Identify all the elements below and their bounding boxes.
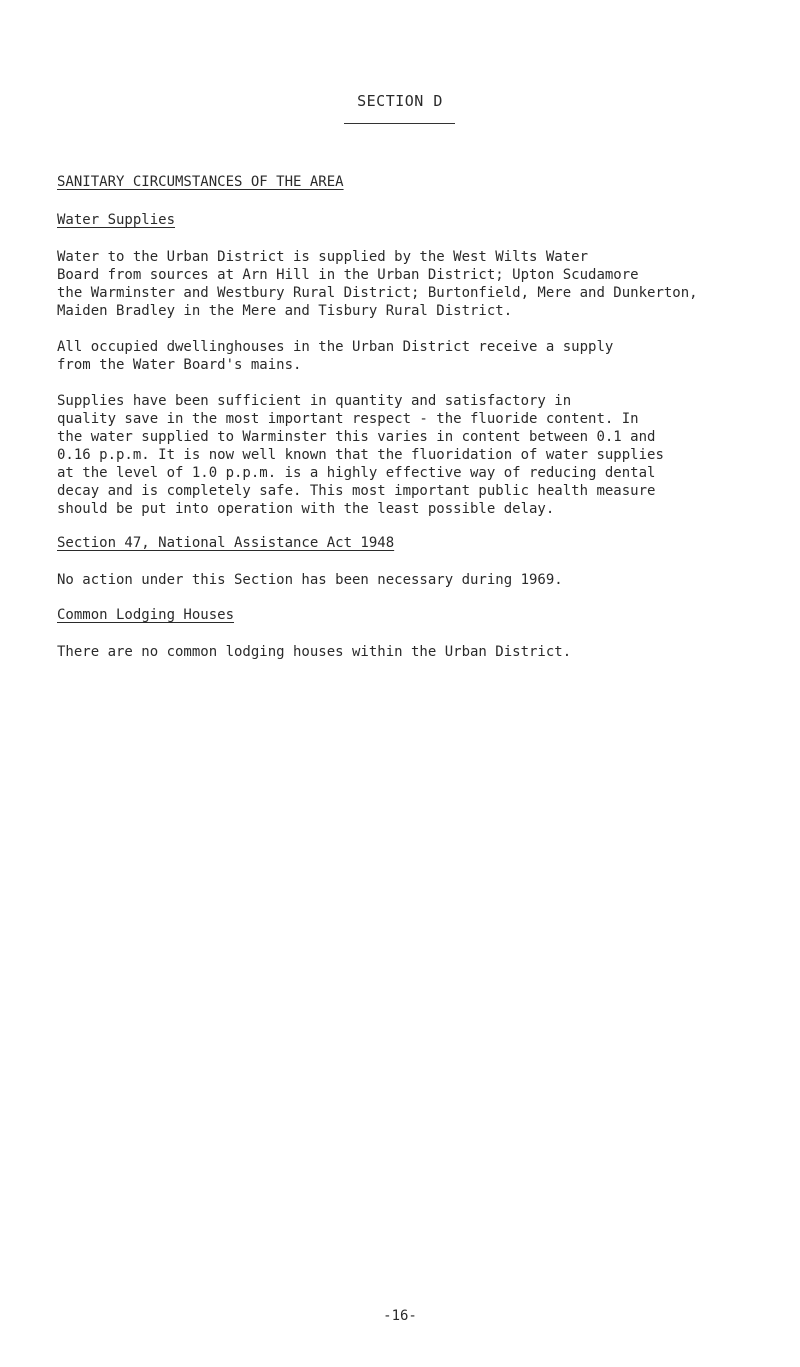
text-line: quality save in the most important respect - the fluoride content. In xyxy=(57,411,639,427)
section-47-heading: Section 47, National Assistance Act 1948 xyxy=(57,535,395,551)
text-line: the Warminster and Westbury Rural District; Burtonfield, Mere and Dunkerton, xyxy=(57,285,698,301)
text-line: Water to the Urban District is supplied by the West Wilts Water xyxy=(57,249,589,265)
text-line: from the Water Board's mains. xyxy=(57,357,302,373)
text-line: There are no common lodging houses within the Urban District. xyxy=(57,644,572,660)
section-title-underline xyxy=(344,123,455,124)
text-line: No action under this Section has been necessary during 1969. xyxy=(57,572,563,588)
common-lodging-houses-heading: Common Lodging Houses xyxy=(57,607,235,623)
text-line: should be put into operation with the least possible delay. xyxy=(57,501,555,517)
page-number: -16- xyxy=(383,1308,417,1324)
water-supplies-paragraph-2 xyxy=(57,338,757,374)
text-line: Board from sources at Arn Hill in the Urban District; Upton Scudamore xyxy=(57,267,639,283)
text-line: Supplies have been sufficient in quantity and satisfactory in xyxy=(57,393,572,409)
water-supplies-heading: Water Supplies xyxy=(57,212,176,228)
text-line: the water supplied to Warminster this varies in content between 0.1 and xyxy=(57,429,656,445)
section-title: SECTION D xyxy=(357,92,443,110)
section-47-paragraph xyxy=(57,571,757,589)
common-lodging-houses-paragraph xyxy=(57,643,757,661)
text-line: All occupied dwellinghouses in the Urban District receive a supply xyxy=(57,339,614,355)
text-line: 0.16 p.p.m. It is now well known that the fluoridation of water supplies xyxy=(57,447,664,463)
water-supplies-paragraph-1 xyxy=(57,248,757,320)
text-line: at the level of 1.0 p.p.m. is a highly effective way of reducing dental xyxy=(57,465,656,481)
text-line: Maiden Bradley in the Mere and Tisbury Rural District. xyxy=(57,303,513,319)
text-line: decay and is completely safe. This most important public health measure xyxy=(57,483,656,499)
sanitary-circumstances-heading: SANITARY CIRCUMSTANCES OF THE AREA xyxy=(57,174,344,190)
water-supplies-paragraph-3 xyxy=(57,392,757,518)
